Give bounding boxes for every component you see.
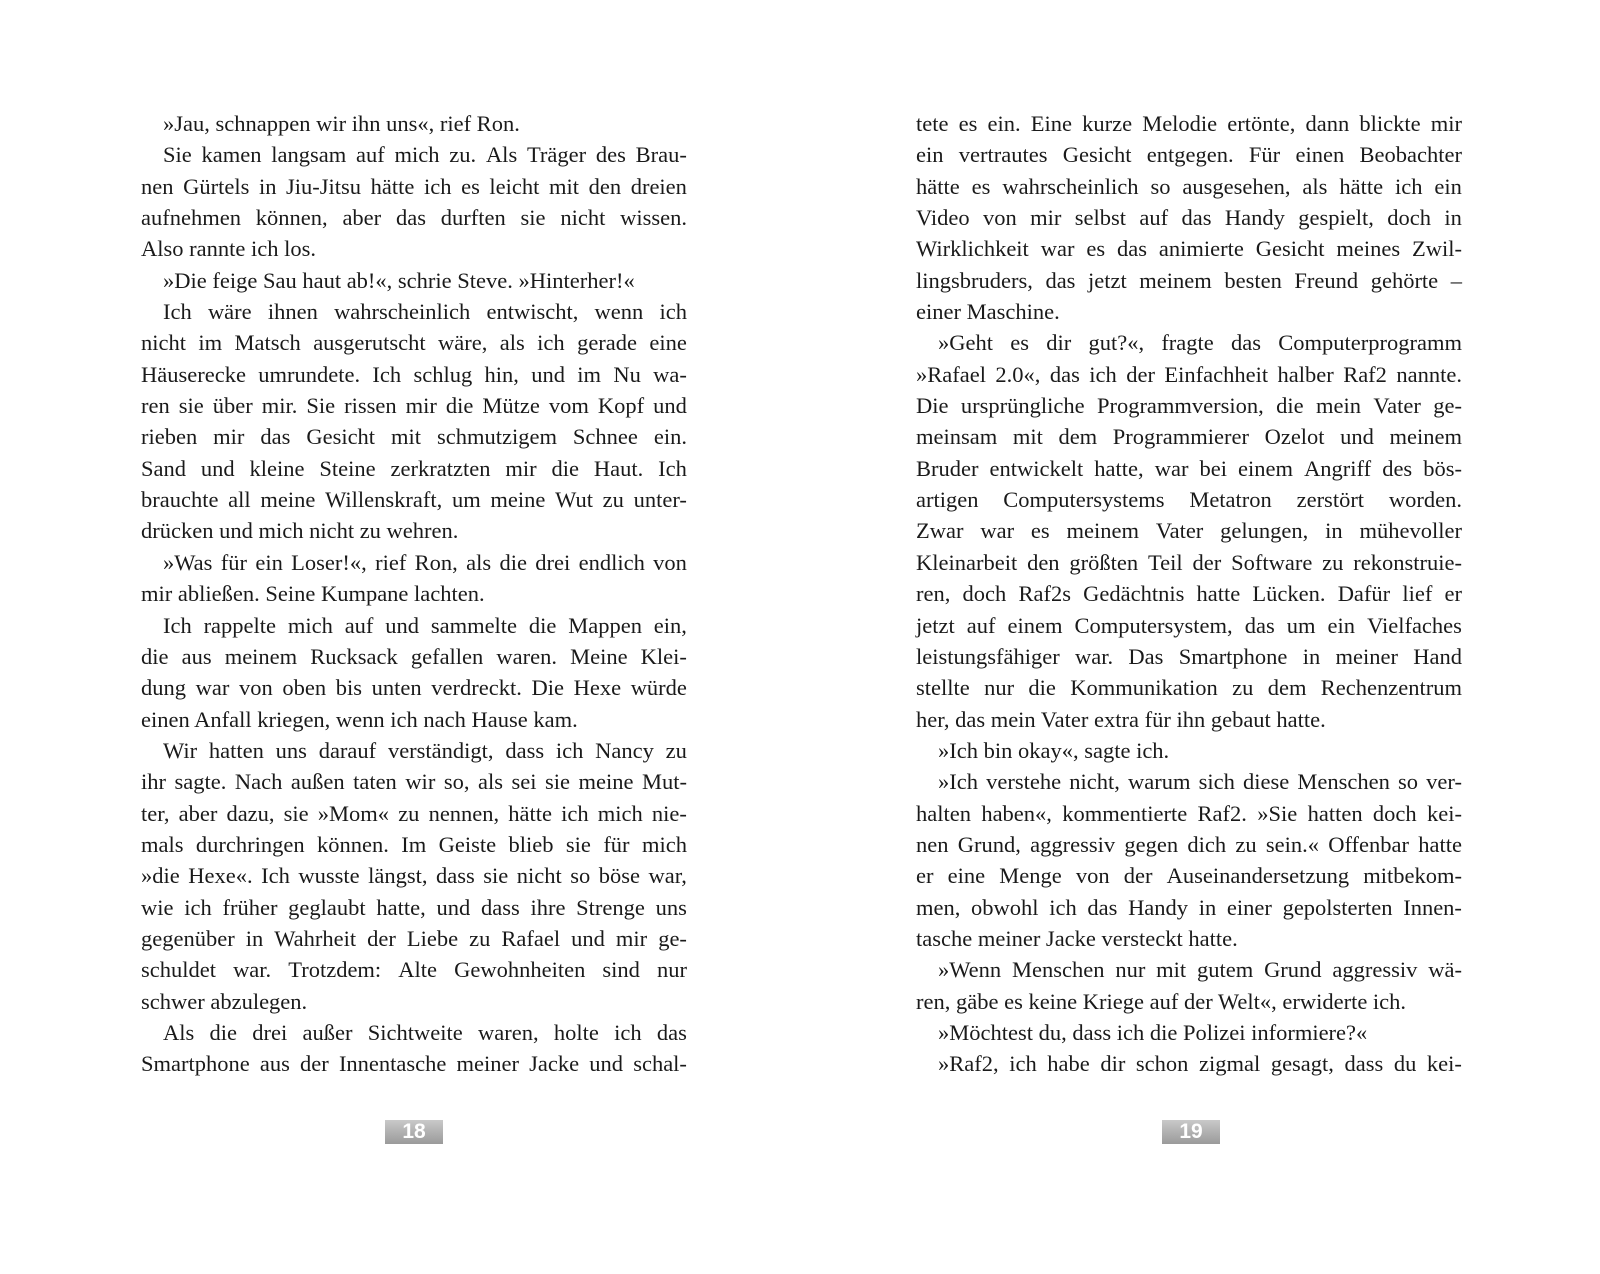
text-line: Die ursprüngliche Programmversion, die mein Vater ge- <box>916 393 1462 419</box>
text-line: jetzt auf einem Computersystem, das um ein Vielfaches <box>916 612 1462 638</box>
text-line: Ich rappelte mich auf und sammelte die Mappen ein, <box>163 612 687 638</box>
text-line: drücken und mich nicht zu wehren. <box>141 518 459 544</box>
page-number-left: 18 <box>385 1120 443 1144</box>
text-line: er eine Menge von der Auseinandersetzung mitbekom- <box>916 863 1462 889</box>
text-line: mals durchringen können. Im Geiste blieb sie für mich <box>141 831 687 857</box>
text-line: Ich wäre ihnen wahrscheinlich entwischt, wenn ich <box>163 299 687 325</box>
text-line: aufnehmen können, aber das durften sie nicht wissen. <box>141 205 687 231</box>
page-number-right: 19 <box>1162 1120 1220 1144</box>
text-line: nen Grund, aggressiv gegen dich zu sein.« Offenbar hatte <box>916 831 1462 857</box>
text-line: Häuserecke umrundete. Ich schlug hin, und im Nu wa- <box>141 361 687 387</box>
text-line: Sand und kleine Steine zerkratzten mir die Haut. Ich <box>141 455 687 481</box>
text-line: »Jau, schnappen wir ihn uns«, rief Ron. <box>163 111 520 136</box>
text-line: »Raf2, ich habe dir schon zigmal gesagt, dass du kei- <box>938 1051 1462 1077</box>
text-line: »Die feige Sau haut ab!«, schrie Steve. »Hinterher!« <box>163 267 635 293</box>
text-line: schuldet war. Trotzdem: Alte Gewohnheiten sind nur <box>141 957 687 983</box>
text-line: »Ich verstehe nicht, warum sich diese Menschen so ver- <box>938 769 1462 795</box>
text-line: ren, doch Raf2s Gedächtnis hatte Lücken. Dafür lief er <box>916 581 1462 607</box>
text-line: gegenüber in Wahrheit der Liebe zu Rafael und mir ge- <box>141 925 687 951</box>
text-line: Wir hatten uns darauf verständigt, dass ich Nancy zu <box>163 737 687 763</box>
text-line: mir abließen. Seine Kumpane lachten. <box>141 581 485 607</box>
text-line: Video von mir selbst auf das Handy gespielt, doch in <box>916 205 1462 231</box>
text-line: »Ich bin okay«, sagte ich. <box>938 737 1170 763</box>
text-line: ihr sagte. Nach außen taten wir so, als sei sie meine Mut- <box>141 769 687 795</box>
text-line: Zwar war es meinem Vater gelungen, in mühevoller <box>916 518 1462 544</box>
text-line: »Wenn Menschen nur mit gutem Grund aggressiv wä- <box>938 957 1462 983</box>
text-line: her, das mein Vater extra für ihn gebaut hatte. <box>916 706 1326 732</box>
text-line: ren sie über mir. Sie rissen mir die Mütze vom Kopf und <box>141 393 687 419</box>
text-line: Kleinarbeit den größten Teil der Software zu rekonstruie- <box>916 549 1462 575</box>
text-line: Also rannte ich los. <box>141 236 316 262</box>
text-line: Smartphone aus der Innentasche meiner Jacke und schal- <box>141 1051 687 1077</box>
text-line: men, obwohl ich das Handy in einer gepolsterten Innen- <box>916 894 1462 920</box>
text-line: tete es ein. Eine kurze Melodie ertönte, dann blickte mir <box>916 111 1462 136</box>
text-line: »Was für ein Loser!«, rief Ron, als die drei endlich von <box>163 549 687 575</box>
text-line: meinsam mit dem Programmierer Ozelot und meinem <box>916 424 1462 450</box>
text-line: nen Gürtels in Jiu-Jitsu hätte ich es leicht mit den dreien <box>141 173 687 199</box>
text-line: »Rafael 2.0«, das ich der Einfachheit halber Raf2 nannte. <box>916 361 1462 387</box>
text-line: dung war von oben bis unten verdreckt. Die Hexe würde <box>141 675 687 701</box>
text-line: artigen Computersystems Metatron zerstört worden. <box>916 487 1462 513</box>
text-line: die aus meinem Rucksack gefallen waren. Meine Klei- <box>141 643 687 669</box>
left-page-text <box>141 108 687 1080</box>
text-line: Wirklichkeit war es das animierte Gesicht meines Zwil- <box>916 236 1462 262</box>
text-line: Als die drei außer Sichtweite waren, holte ich das <box>163 1019 687 1045</box>
text-line: leistungsfähiger war. Das Smartphone in meiner Hand <box>916 643 1462 669</box>
text-line: nicht im Matsch ausgerutscht wäre, als ich gerade eine <box>141 330 687 356</box>
text-line: ter, aber dazu, sie »Mom« zu nennen, hätte ich mich nie- <box>141 800 687 826</box>
text-line: halten haben«, kommentierte Raf2. »Sie hatten doch kei- <box>916 800 1462 826</box>
text-line: ein vertrautes Gesicht entgegen. Für einen Beobachter <box>916 142 1462 168</box>
text-line: einer Maschine. <box>916 299 1060 325</box>
text-line: brauchte all meine Willenskraft, um meine Wut zu unter- <box>141 487 687 513</box>
text-line: stellte nur die Kommunikation zu dem Rechenzentrum <box>916 675 1462 701</box>
text-line: Sie kamen langsam auf mich zu. Als Träger des Brau- <box>163 142 687 168</box>
text-line: hätte es wahrscheinlich so ausgesehen, als hätte ich ein <box>916 173 1462 199</box>
text-line: wie ich früher geglaubt hatte, und dass ihre Strenge uns <box>141 894 687 920</box>
text-line: Bruder entwickelt hatte, war bei einem Angriff des bös- <box>916 455 1462 481</box>
text-line: »Möchtest du, dass ich die Polizei informiere?« <box>938 1019 1368 1045</box>
text-line: ren, gäbe es keine Kriege auf der Welt«, erwiderte ich. <box>916 988 1407 1014</box>
right-page-text <box>916 108 1462 1080</box>
text-line: schwer abzulegen. <box>141 988 308 1014</box>
text-line: einen Anfall kriegen, wenn ich nach Hause kam. <box>141 706 578 732</box>
text-line: rieben mir das Gesicht mit schmutzigem Schnee ein. <box>141 424 687 450</box>
text-line: »Geht es dir gut?«, fragte das Computerprogramm <box>938 330 1462 356</box>
text-line: tasche meiner Jacke versteckt hatte. <box>916 925 1238 951</box>
text-line: lingsbruders, das jetzt meinem besten Freund gehörte – <box>916 267 1462 293</box>
text-line: »die Hexe«. Ich wusste längst, dass sie nicht so böse war, <box>141 863 687 889</box>
